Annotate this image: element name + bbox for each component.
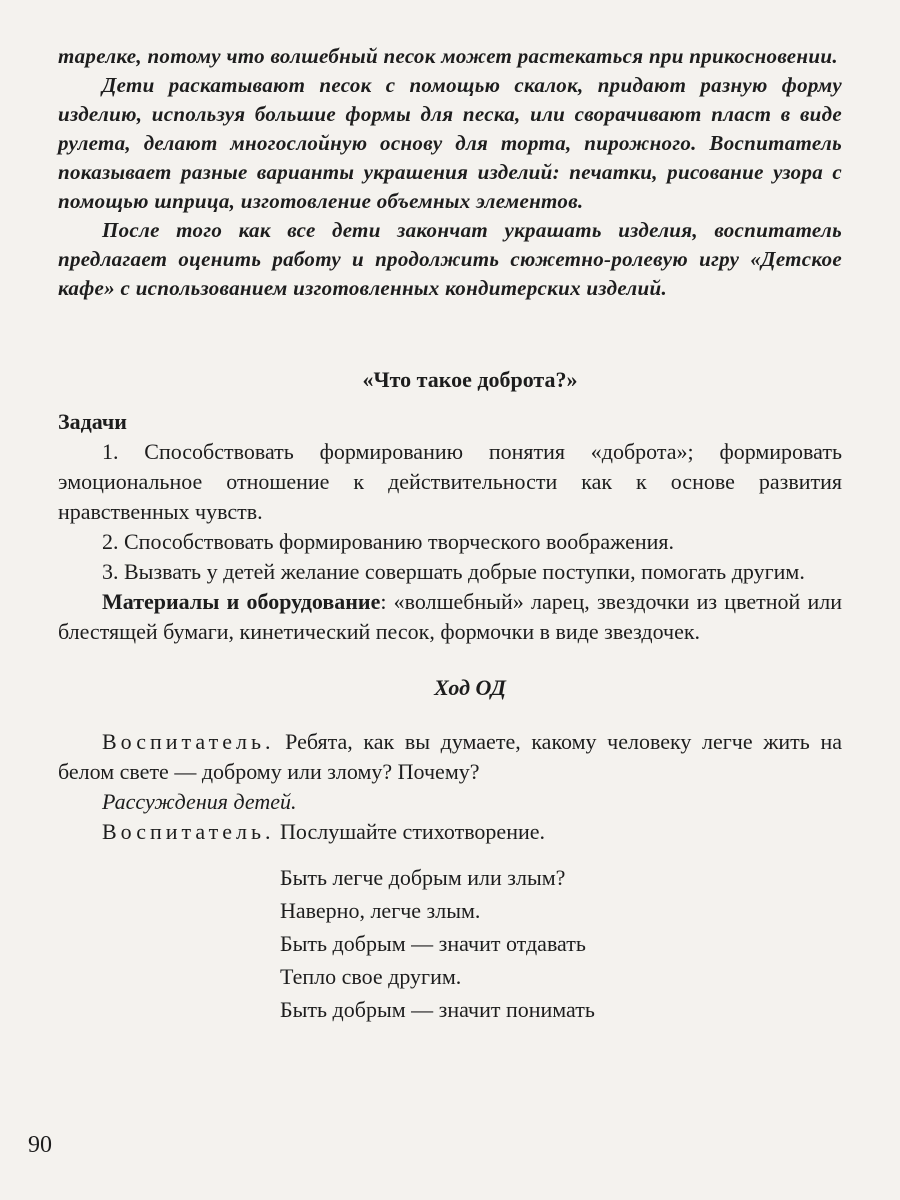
intro-paragraph-3: После того как все дети закончат украшать изделия, воспитатель предлагает оценить работу и продолжить сюжетно-ролевую игру «Детское кафе» с использованием изготовленных кондитерских изделий. — [58, 218, 842, 300]
dialogue-text-1: Ребята, как вы думаете, какому человеку легче жить на белом свете — доброму или злому? Почему? — [58, 729, 842, 784]
page-number: 90 — [28, 1132, 52, 1158]
task-item-3: 3. Вызвать у детей желание совершать добрые поступки, помогать другим. — [102, 559, 805, 584]
tasks-heading: Задачи — [58, 409, 127, 434]
speaker-label: Воспитатель. — [102, 819, 275, 844]
dialogue-line-1 — [58, 727, 842, 787]
poem-line: Тепло свое другим. — [280, 964, 462, 989]
poem-line: Быть добрым — значит отдавать — [280, 931, 586, 956]
task-item-1: 1. Способствовать формированию понятия «доброта»; формировать эмоциональное отношение к действительности как к основе развития нравственных чувств. — [58, 439, 842, 524]
intro-paragraph-2: Дети раскатывают песок с помощью скалок, придают разную форму изделию, используя большие формы для песка, или сворачивают пласт в виде рулета, делают многослойную основу для торта, пирожного. Воспитатель показывает разные варианты украшения изделий: печатки, рисование узора с помощью шприца, изготовление объемных элементов. — [58, 73, 842, 213]
materials-paragraph — [58, 587, 842, 647]
intro-paragraph-1: тарелке, потому что волшебный песок может растекаться при прикосновении. — [58, 44, 838, 68]
section-title: «Что такое доброта?» — [362, 367, 578, 392]
materials-text: : «волшебный» ларец, звездочки из цветной или блестящей бумаги, кинетический песок, формочки в виде звездочек. — [58, 589, 842, 644]
speaker-label: Воспитатель. — [102, 729, 275, 754]
dialogue-line-2 — [58, 817, 842, 847]
materials-label: Материалы и оборудование — [102, 589, 381, 614]
course-heading: Ход ОД — [434, 675, 506, 700]
poem — [58, 861, 842, 1026]
dialogue-text-2: Послушайте стихотворение. — [274, 819, 546, 844]
poem-line: Наверно, легче злым. — [280, 898, 481, 923]
task-item-2: 2. Способствовать формированию творческого воображения. — [102, 529, 674, 554]
poem-line: Быть легче добрым или злым? — [280, 865, 566, 890]
children-reasoning: Рассуждения детей. — [102, 789, 297, 814]
poem-line: Быть добрым — значит понимать — [280, 997, 595, 1022]
